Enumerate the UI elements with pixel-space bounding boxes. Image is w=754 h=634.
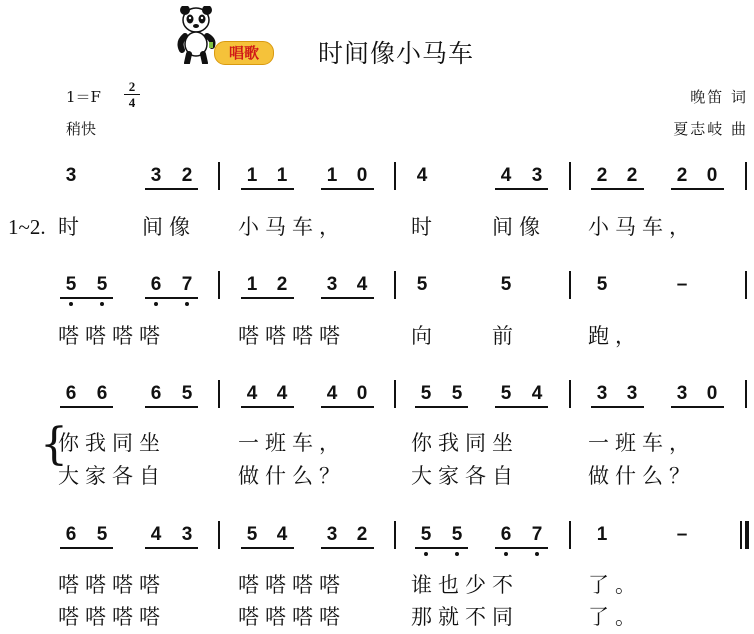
underline	[241, 297, 294, 299]
lower-octave-dot	[424, 552, 428, 556]
underline	[241, 406, 294, 408]
note: 6	[65, 383, 77, 404]
underline	[145, 406, 198, 408]
note: 0	[706, 383, 718, 404]
lyric: 前	[492, 324, 519, 348]
note: 3	[626, 383, 638, 404]
lyric: 间像	[142, 215, 196, 239]
lyric: 小马车，	[238, 215, 346, 239]
underline	[145, 547, 198, 549]
underline	[591, 406, 644, 408]
lower-octave-dot	[69, 302, 73, 306]
note: 5	[596, 274, 608, 295]
lower-octave-dot	[154, 302, 158, 306]
underline	[671, 406, 724, 408]
underline	[591, 188, 644, 190]
lyric: 嗒嗒嗒嗒	[58, 573, 166, 597]
note: 1	[276, 165, 288, 186]
underline	[321, 188, 374, 190]
barline	[218, 380, 220, 408]
underline	[241, 188, 294, 190]
note: 1	[246, 165, 258, 186]
barline	[745, 380, 747, 408]
note: 1	[326, 165, 338, 186]
verse-label: 1~2.	[8, 215, 46, 239]
note: 3	[596, 383, 608, 404]
lyric: 了。	[588, 573, 642, 597]
note: 3	[181, 524, 193, 545]
note: 3	[326, 274, 338, 295]
lower-octave-dot	[455, 552, 459, 556]
note: 2	[596, 165, 608, 186]
note: 4	[150, 524, 162, 545]
note: 2	[181, 165, 193, 186]
note: 1	[246, 274, 258, 295]
lyric: 那就不同	[411, 605, 519, 629]
note: 2	[626, 165, 638, 186]
note: 5	[500, 383, 512, 404]
final-barline-thick	[745, 521, 749, 549]
lyric: 了。	[588, 605, 642, 629]
note: 2	[356, 524, 368, 545]
note: 4	[276, 524, 288, 545]
note: 4	[416, 165, 428, 186]
barline	[569, 271, 571, 299]
barline	[394, 162, 396, 190]
note: 5	[65, 274, 77, 295]
lyric: 时	[58, 215, 85, 239]
lower-octave-dot	[185, 302, 189, 306]
note: 0	[356, 165, 368, 186]
lyric: 你我同坐	[58, 431, 166, 455]
underline	[495, 547, 548, 549]
underline	[415, 406, 468, 408]
sing-badge: 唱歌	[214, 41, 274, 65]
note: 5	[500, 274, 512, 295]
verse-brace: {	[40, 419, 68, 470]
lyric: 谁也少不	[411, 573, 519, 597]
note: 7	[531, 524, 543, 545]
lyric: 嗒嗒嗒嗒	[238, 573, 346, 597]
barline	[394, 521, 396, 549]
note: 3	[531, 165, 543, 186]
barline	[218, 162, 220, 190]
final-barline-thin	[740, 521, 742, 549]
note: 5	[96, 274, 108, 295]
barline	[569, 162, 571, 190]
underline	[60, 547, 113, 549]
note: 3	[65, 165, 77, 186]
lyric: 大家各自	[411, 464, 519, 488]
note: 6	[65, 524, 77, 545]
note: 4	[326, 383, 338, 404]
song-title: 时间像小马车	[318, 39, 475, 68]
lyric: 你我同坐	[411, 431, 519, 455]
note: 4	[276, 383, 288, 404]
lyric: 小马车，	[588, 215, 696, 239]
note: 2	[276, 274, 288, 295]
underline	[321, 547, 374, 549]
note: 4	[246, 383, 258, 404]
time-signature-numerator: 2	[128, 79, 136, 94]
lyric: 嗒嗒嗒嗒	[238, 324, 346, 348]
barline	[394, 380, 396, 408]
underline	[671, 188, 724, 190]
note: 4	[531, 383, 543, 404]
lyric: 嗒嗒嗒嗒	[58, 605, 166, 629]
lyric: 一班车，	[238, 431, 346, 455]
note: 5	[420, 524, 432, 545]
lyric: 时	[411, 215, 438, 239]
underline	[495, 188, 548, 190]
tempo-marking: 稍快	[66, 120, 97, 138]
underline	[60, 297, 113, 299]
underline	[495, 406, 548, 408]
note: 5	[451, 383, 463, 404]
note: 6	[150, 274, 162, 295]
note: 5	[96, 524, 108, 545]
note: 5	[181, 383, 193, 404]
underline	[60, 406, 113, 408]
barline	[569, 521, 571, 549]
note: 1	[596, 524, 608, 545]
lyric: 嗒嗒嗒嗒	[58, 324, 166, 348]
note: 5	[416, 274, 428, 295]
note: 5	[246, 524, 258, 545]
time-signature-denominator: 4	[128, 95, 136, 110]
lyric: 做什么？	[588, 464, 696, 488]
lyric: 跑，	[588, 324, 642, 348]
barline	[745, 162, 747, 190]
lower-octave-dot	[535, 552, 539, 556]
barline	[218, 521, 220, 549]
note: –	[676, 274, 688, 295]
lower-octave-dot	[100, 302, 104, 306]
underline	[145, 297, 198, 299]
note: –	[676, 524, 688, 545]
note: 3	[676, 383, 688, 404]
note: 0	[706, 165, 718, 186]
lyric: 嗒嗒嗒嗒	[238, 605, 346, 629]
note: 0	[356, 383, 368, 404]
note: 5	[420, 383, 432, 404]
lyric: 一班车，	[588, 431, 696, 455]
lyric: 向	[411, 324, 438, 348]
underline	[241, 547, 294, 549]
underline	[321, 406, 374, 408]
key-signature: 1＝F	[66, 88, 101, 106]
barline	[394, 271, 396, 299]
underline	[415, 547, 468, 549]
lyric: 大家各自	[58, 464, 166, 488]
barline	[569, 380, 571, 408]
lyric: 间像	[492, 215, 546, 239]
note: 4	[356, 274, 368, 295]
note: 6	[150, 383, 162, 404]
underline	[145, 188, 198, 190]
note: 6	[96, 383, 108, 404]
barline	[745, 271, 747, 299]
note: 7	[181, 274, 193, 295]
underline	[321, 297, 374, 299]
note: 4	[500, 165, 512, 186]
composer-credit: 夏志岐 曲	[673, 120, 748, 138]
note: 3	[150, 165, 162, 186]
note: 5	[451, 524, 463, 545]
barline	[218, 271, 220, 299]
note: 2	[676, 165, 688, 186]
note: 6	[500, 524, 512, 545]
panda-icon	[176, 6, 216, 64]
lyric: 做什么？	[238, 464, 346, 488]
note: 3	[326, 524, 338, 545]
time-signature	[122, 80, 142, 109]
lyricist-credit: 晚笛 词	[690, 88, 748, 106]
lower-octave-dot	[504, 552, 508, 556]
